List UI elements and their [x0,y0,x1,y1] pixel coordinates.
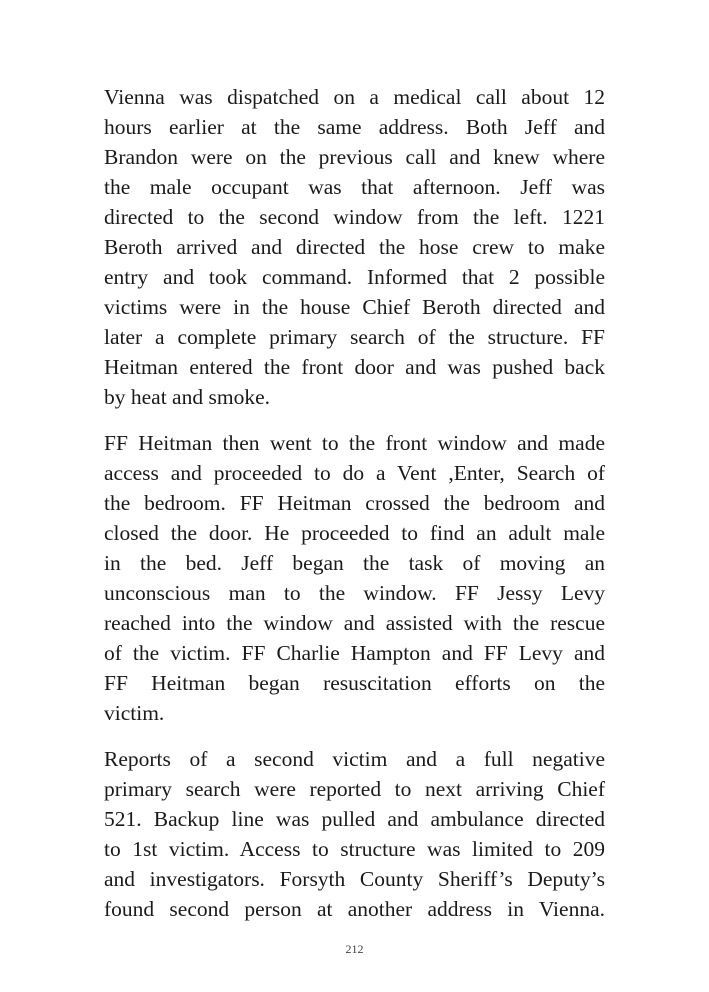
text-line: FF Heitman began resuscitation efforts on the [104,671,605,695]
text-line: access and proceeded to do a Vent ,Enter, Search of [104,461,605,485]
text-line: the bedroom. FF Heitman crossed the bedroom and [104,491,605,515]
text-line: the male occupant was that afternoon. Jeff was [104,175,605,199]
text-line: hours earlier at the same address. Both Jeff and [104,115,605,139]
text-line: FF Heitman then went to the front window and made [104,431,605,455]
text-line: found second person at another address in Vienna. [104,897,605,921]
text-line: reached into the window and assisted with the rescue [104,611,605,635]
text-line: later a complete primary search of the structure. FF [104,325,605,349]
text-line: Heitman entered the front door and was pushed back [104,355,605,379]
text-line: of the victim. FF Charlie Hampton and FF Levy and [104,641,605,665]
text-line: Vienna was dispatched on a medical call about 12 [104,85,605,109]
text-line: victim. [104,701,165,725]
paragraph-3 [104,744,605,924]
text-line: in the bed. Jeff began the task of moving an [104,551,605,575]
text-line: primary search were reported to next arriving Chief [104,777,605,801]
text-line: by heat and smoke. [104,385,270,409]
body-text [104,82,605,940]
text-line: 521. Backup line was pulled and ambulance directed [104,807,605,831]
paragraph-1 [104,82,605,412]
text-line: victims were in the house Chief Beroth directed and [104,295,605,319]
text-line: Brandon were on the previous call and knew where [104,145,605,169]
text-line: directed to the second window from the left. 1221 [104,205,605,229]
text-line: closed the door. He proceeded to find an adult male [104,521,605,545]
text-line: entry and took command. Informed that 2 possible [104,265,605,289]
page-number: 212 [345,942,364,956]
text-line: and investigators. Forsyth County Sheriff’s Deputy’s [104,867,605,891]
text-line: Beroth arrived and directed the hose crew to make [104,235,605,259]
text-line: to 1st victim. Access to structure was limited to 209 [104,837,605,861]
text-line: Reports of a second victim and a full negative [104,747,605,771]
text-line: unconscious man to the window. FF Jessy Levy [104,581,605,605]
paragraph-2 [104,428,605,728]
